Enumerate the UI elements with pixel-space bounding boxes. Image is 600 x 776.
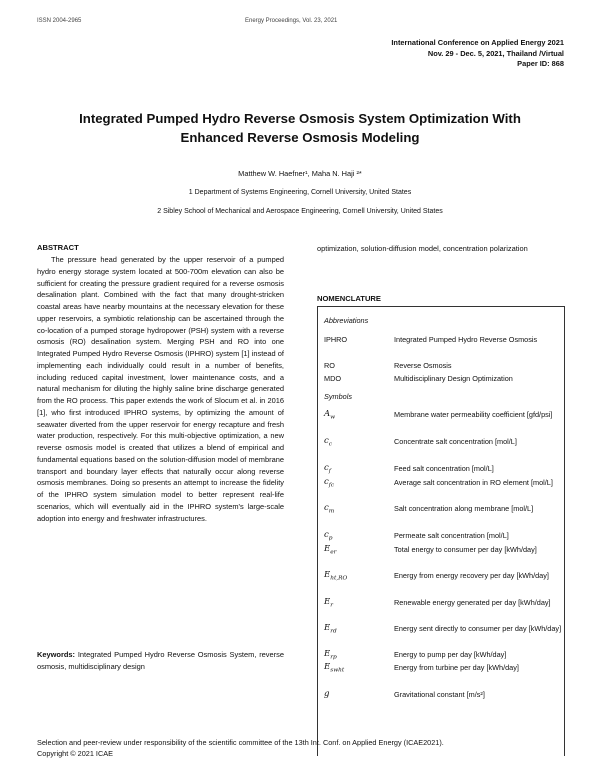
conference-info [391,38,564,70]
symbol-notation [324,570,390,585]
keywords-continued: optimization, solution-diffusion model, concentration polarization [317,244,528,253]
nomenclature-heading: NOMENCLATURE [317,294,381,303]
symbol-definition: Energy to pump per day [kWh/day] [394,650,507,659]
symbol-definition: Concentrate salt concentration [mol/L] [394,437,517,446]
symbol-base: E [324,623,331,633]
symbol-notation [324,463,390,478]
keywords [37,649,284,672]
abbreviations-label: Abbreviations [324,316,369,325]
affiliation-1: 1 Department of Systems Engineering, Cornell University, United States [188,189,412,196]
symbol-notation [324,662,390,677]
symbols-label: Symbols [324,392,352,401]
paper-title [40,109,560,147]
symbol-base: A [324,409,331,419]
symbol-base: c [324,477,329,487]
symbol-definition: Gravitational constant [m/s²] [394,690,485,699]
symbol-definition: Average salt concentration in RO element [mol/L] [394,478,553,487]
symbol-subscript: c [328,441,333,448]
abstract-text: The pressure head generated by the upper reservoir of a pumped hydro energy storage system located at 500-700m elevation can also be sufficient for creating the pressure gradient required for a reverse osmosis desalination plant. Combined with the fact that many drought-stricken coastal areas have nearby mountains at the necessary elevation for these upper reservoirs, a symbiotic relationship can be ascertained through the co-location of a pumped storage hydropower (PSH) system with a reverse osmosis (RO) desalination system. Merging PSH and RO into one Integrated Pumped Hydro Reverse Osmosis (IPHRO) system [1] instead of implementing each individually could result in a number of benefits, including reduced capital investment, lower maintenance costs, and a natural mechanism for diluting the highly saline brine discharge generated from the RO process. This paper extends the work of Slocum et al. in 2016 [1], who first introduced IPHRO systems, by optimizing the amount of seawater diverted from the upper reservoir for energy recapture and fresh water production, respectively. For this multi-objective optimization, a new reverse osmosis model is created that utilizes a blend of empirical and fundamental equations based on the solution-diffusion model of membrane transport and boundary layer effects that naturally occur along reverse osmosis membranes. Doing so presents an attempt to increase the fidelity of the IPHRO system simulation model to better represent real-life scenarios, which will eventually aid in the IPHRO system's large-scale adoption into energy and freshwater infrastructures. [37,255,284,523]
symbol-subscript: p [328,535,333,542]
symbol-base: E [324,544,331,554]
symbol-subscript: r [330,602,333,609]
symbol-base: c [324,503,329,513]
symbol-subscript: swht [330,667,345,674]
title-line-1: Integrated Pumped Hydro Reverse Osmosis System Optimization With [79,111,521,126]
symbol-definition: Membrane water permeability coefficient [gfd/psi] [394,410,553,419]
footer-line-2: Copyright © 2021 ICAE [37,749,113,758]
symbol-base: c [324,530,329,540]
abbreviation-symbol: RO [324,361,335,370]
symbol-subscript: er [330,549,337,556]
symbol-subscript: rp [330,654,337,661]
symbol-definition: Feed salt concentration [mol/L] [394,464,494,473]
paper-id: Paper ID: 868 [517,59,564,68]
issn: ISSN 2004-2965 [37,18,82,24]
symbol-subscript: f [328,468,331,475]
abbreviation-definition: Integrated Pumped Hydro Reverse Osmosis [394,335,538,344]
abbreviation-symbol: MDO [324,374,342,383]
keywords-text-part1: Integrated Pumped Hydro Reverse Osmosis System, reverse osmosis, multidisciplinary design [37,650,284,671]
symbol-notation [324,503,390,518]
footer-line-1: Selection and peer-review under responsibility of the scientific committee of the 13th Int. Conf. on Applied Energy (ICAE2021). [37,738,444,747]
symbol-definition: Energy sent directly to consumer per day [kWh/day] [394,624,562,633]
footer [37,737,577,759]
keywords-label: Keywords: [37,650,76,659]
symbol-base: g [324,689,330,699]
symbol-definition: Total energy to consumer per day [kWh/day] [394,545,537,554]
symbol-base: E [324,662,331,672]
symbol-base: E [324,597,331,607]
symbol-base: E [324,649,331,659]
symbol-definition: Salt concentration along membrane [mol/L] [394,504,534,513]
symbol-definition: Renewable energy generated per day [kWh/day] [394,598,551,607]
conference-name: International Conference on Applied Energy 2021 [391,38,564,47]
symbol-notation [324,436,390,451]
journal-name: Energy Proceedings, Vol. 23, 2021 [245,18,338,24]
title-line-2: Enhanced Reverse Osmosis Modeling [180,130,420,145]
symbol-base: c [324,463,329,473]
symbol-definition: Energy from energy recovery per day [kWh/day] [394,571,549,580]
abbreviation-definition: Reverse Osmosis [394,361,452,370]
symbol-notation [324,544,390,559]
symbol-subscript: fc [328,482,335,489]
symbol-definition: Permeate salt concentration [mol/L] [394,531,509,540]
authors: Matthew W. Haefner¹, Maha N. Haji ²* [238,169,362,178]
symbol-notation [324,409,390,424]
symbol-notation [324,530,390,545]
symbol-notation [324,597,390,612]
conference-dates: Nov. 29 - Dec. 5, 2021, Thailand /Virtual [427,48,564,58]
symbol-definition: Energy from turbine per day [kWh/day] [394,663,519,672]
abstract-heading: ABSTRACT [37,243,79,252]
symbol-base: E [324,570,331,580]
symbol-base: c [324,436,329,446]
symbol-subscript: m [328,508,335,515]
symbol-notation [324,689,390,700]
symbol-notation [324,623,390,638]
symbol-subscript: ht,RO [330,575,348,582]
symbol-subscript: rd [330,628,337,635]
abbreviation-symbol: IPHRO [324,335,348,344]
affiliation-2: 2 Sibley School of Mechanical and Aerospace Engineering, Cornell University, United States [157,208,443,215]
symbol-notation [324,477,390,492]
symbol-subscript: w [330,414,336,421]
abbreviation-definition: Multidisciplinary Design Optimization [394,374,513,383]
